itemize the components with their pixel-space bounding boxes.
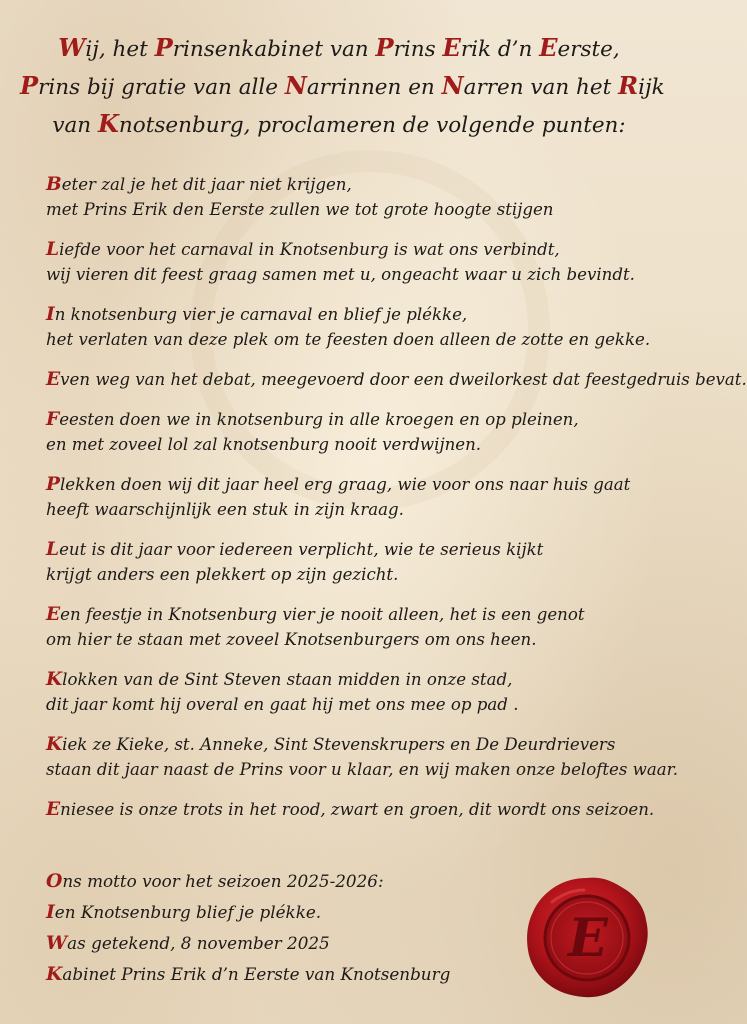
point-line-2: om hier te staan met zoveel Knotsenburgers om ons heen. bbox=[46, 630, 537, 649]
point-initial: P bbox=[46, 474, 60, 495]
svg-text:E: E bbox=[568, 908, 608, 969]
header-line-1: Wij, het Prinsenkabinet van Prins Erik d’n Eerste, bbox=[58, 33, 620, 62]
point-1 bbox=[46, 172, 666, 222]
point-3 bbox=[46, 302, 666, 352]
point-7 bbox=[46, 537, 666, 587]
point-line-1: Even weg van het debat, meegevoerd door een dweilorkest dat feestgedruis bevat. bbox=[46, 369, 747, 390]
header-line-2: Prins bij gratie van alle Narrinnen en Narren van het Rijk bbox=[20, 71, 665, 100]
point-5 bbox=[46, 407, 666, 457]
point-line-1: Een feestje in Knotsenburg vier je nooit alleen, het is een genot bbox=[46, 604, 585, 625]
point-initial: E bbox=[46, 604, 61, 625]
motto-text: Ien Knotsenburg blief je plékke. bbox=[46, 901, 322, 923]
point-line-1: Beter zal je het dit jaar niet krijgen, bbox=[46, 174, 352, 195]
point-4 bbox=[46, 367, 747, 392]
proclamation-points bbox=[46, 172, 747, 837]
point-initial: L bbox=[46, 539, 60, 560]
proclamation-footer bbox=[46, 866, 516, 990]
point-line-1: Plekken doen wij dit jaar heel erg graag, wie voor ons naar huis gaat bbox=[46, 474, 631, 495]
signed-date: Was getekend, 8 november 2025 bbox=[46, 932, 330, 954]
point-initial: I bbox=[46, 304, 55, 325]
point-initial: B bbox=[46, 174, 62, 195]
point-2 bbox=[46, 237, 666, 287]
point-line-1: Liefde voor het carnaval in Knotsenburg is wat ons verbindt, bbox=[46, 239, 560, 260]
point-11 bbox=[46, 797, 666, 822]
point-initial: F bbox=[46, 409, 60, 430]
point-8 bbox=[46, 602, 666, 652]
header-line-3: van Knotsenburg, proclameren de volgende punten: bbox=[52, 109, 626, 138]
point-line-1: In knotsenburg vier je carnaval en blief je plékke, bbox=[46, 304, 468, 325]
point-initial: L bbox=[46, 239, 60, 260]
signatory: Kabinet Prins Erik d’n Eerste van Knotsenburg bbox=[46, 963, 451, 985]
point-line-1: Kiek ze Kieke, st. Anneke, Sint Stevenskrupers en De Deurdrievers bbox=[46, 734, 616, 755]
point-initial: K bbox=[46, 669, 63, 690]
wax-seal-icon bbox=[522, 872, 652, 1002]
point-line-1: Feesten doen we in knotsenburg in alle kroegen en op pleinen, bbox=[46, 409, 579, 430]
point-9 bbox=[46, 667, 666, 717]
wax-seal-graphic bbox=[522, 872, 652, 1002]
point-line-2: het verlaten van deze plek om te feesten doen alleen de zotte en gekke. bbox=[46, 330, 651, 349]
point-line-2: met Prins Erik den Eerste zullen we tot grote hoogte stijgen bbox=[46, 200, 554, 219]
point-6 bbox=[46, 472, 666, 522]
point-line-1: Leut is dit jaar voor iedereen verplicht, wie te serieus kijkt bbox=[46, 539, 544, 560]
point-initial: E bbox=[46, 369, 61, 390]
point-line-1: Eniesee is onze trots in het rood, zwart en groen, dit wordt ons seizoen. bbox=[46, 799, 655, 820]
point-line-2: krijgt anders een plekkert op zijn gezicht. bbox=[46, 565, 399, 584]
point-line-1: Klokken van de Sint Steven staan midden in onze stad, bbox=[46, 669, 513, 690]
motto-heading: Ons motto voor het seizoen 2025-2026: bbox=[46, 870, 384, 892]
point-line-2: wij vieren dit feest graag samen met u, ongeacht waar u zich bevindt. bbox=[46, 265, 635, 284]
point-initial: K bbox=[46, 734, 63, 755]
point-line-2: staan dit jaar naast de Prins voor u klaar, en wij maken onze beloftes waar. bbox=[46, 760, 679, 779]
point-initial: E bbox=[46, 799, 61, 820]
point-10 bbox=[46, 732, 679, 782]
proclamation-header bbox=[20, 30, 665, 144]
point-line-2: dit jaar komt hij overal en gaat hij met ons mee op pad . bbox=[46, 695, 519, 714]
point-line-2: en met zoveel lol zal knotsenburg nooit verdwijnen. bbox=[46, 435, 482, 454]
point-line-2: heeft waarschijnlijk een stuk in zijn kraag. bbox=[46, 500, 404, 519]
